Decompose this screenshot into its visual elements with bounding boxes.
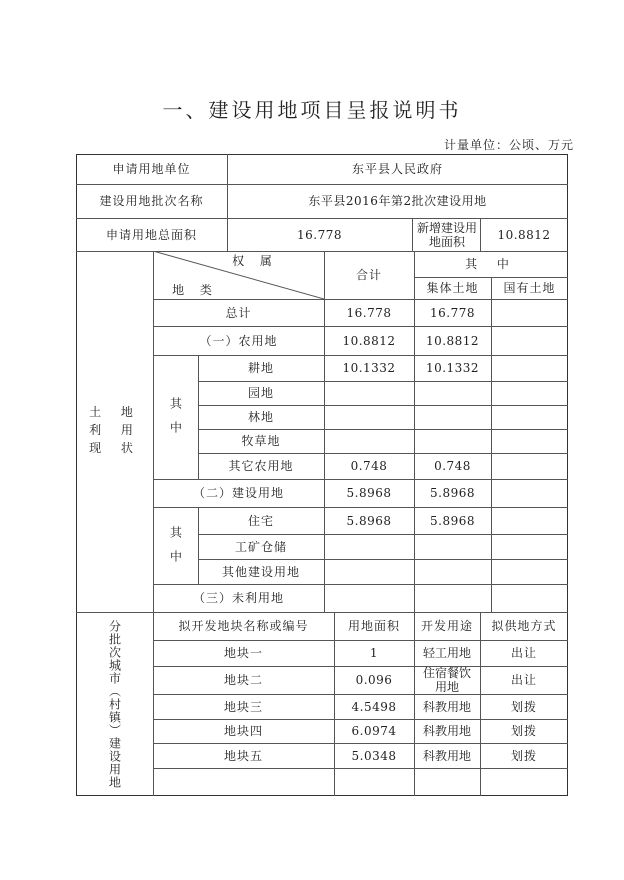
row-name: 耕地 [247, 361, 274, 375]
row-name: （一）农用地 [199, 333, 278, 348]
row-total: 5.8968 [346, 486, 392, 500]
row-collective: 5.8968 [430, 486, 475, 500]
row-name: 住宅 [247, 513, 274, 528]
row-collective: 16.778 [430, 305, 475, 320]
state-column-header: 国有土地 [503, 281, 556, 295]
row-state [491, 559, 568, 584]
row-total [324, 405, 414, 429]
row-state [491, 326, 568, 355]
plot-supply: 出让 [510, 673, 537, 687]
batch-label: 建设用地批次名称 [99, 194, 204, 208]
row-state [491, 453, 568, 479]
new-area-label: 新增建设用地面积 [416, 220, 477, 249]
row-total [324, 559, 414, 584]
ownership-label: 权 属 [232, 254, 278, 268]
row-name: （二）建设用地 [192, 486, 284, 500]
plot-name: 地块二 [223, 673, 263, 687]
plot-name: 地块一 [223, 646, 263, 660]
applicant-value: 东平县人民政府 [351, 162, 443, 176]
of-which-header: 其 中 [465, 257, 517, 271]
of-which-build-label: 其 中 [168, 525, 183, 566]
row-total [324, 584, 414, 612]
total-area-value: 16.778 [297, 227, 342, 242]
row-total: 10.1332 [342, 361, 396, 375]
row-collective: 10.8812 [425, 333, 480, 348]
row-total: 5.8968 [346, 513, 392, 528]
landtype-label: 地 类 [172, 283, 218, 297]
collective-column-header: 集体土地 [426, 281, 479, 295]
plot-use: 科教用地 [422, 699, 471, 714]
new-area-value: 10.8812 [497, 227, 551, 242]
row-state [491, 507, 568, 534]
land-use-section-label: 土 地 利 用 现 状 [89, 405, 141, 455]
row-total [324, 381, 414, 405]
row-collective [414, 559, 491, 584]
total-area-label: 申请用地总面积 [105, 227, 197, 242]
row-total: 0.748 [350, 459, 388, 473]
plots-header-supply: 拟供地方式 [491, 619, 557, 633]
row-state [491, 479, 568, 507]
total-column-header: 合计 [355, 268, 382, 282]
plot-name: 地块五 [223, 748, 263, 763]
plots-header-name: 拟开发地块名称或编号 [178, 619, 309, 633]
row-state [491, 429, 568, 453]
row-state [491, 299, 568, 326]
plot-supply: 划拨 [510, 724, 537, 738]
plot-area: 0.096 [355, 673, 393, 687]
plot-supply: 划拨 [510, 699, 537, 714]
document-title: 一、建设用地项目呈报说明书 [162, 98, 462, 122]
row-state [491, 381, 568, 405]
row-collective: 0.748 [434, 459, 471, 473]
row-name: （三）未利用地 [192, 591, 284, 605]
row-name: 林地 [247, 410, 274, 424]
row-collective [414, 584, 491, 612]
plot-area: 1 [369, 646, 379, 660]
plots-section-label: 分批次城市（村镇）建设用地 [107, 619, 122, 789]
row-name: 牧草地 [241, 434, 281, 448]
plots-header-area: 用地面积 [347, 619, 400, 633]
unit-note: 计量单位：公顷、万元 [444, 138, 575, 152]
applicant-label: 申请用地单位 [112, 162, 191, 176]
row-total [324, 429, 414, 453]
row-collective: 5.8968 [430, 513, 475, 528]
row-state [491, 534, 568, 559]
row-collective [414, 534, 491, 559]
row-name: 园地 [247, 386, 274, 400]
row-collective: 10.1332 [425, 361, 480, 375]
plot-name: 地块四 [223, 724, 263, 738]
row-name: 总计 [225, 305, 252, 320]
batch-value: 东平县2016年第2批次建设用地 [308, 194, 487, 208]
plot-use: 科教用地 [422, 748, 471, 763]
plot-area: 6.0974 [351, 724, 397, 738]
plot-use: 科教用地 [422, 724, 471, 738]
plot-use: 轻工用地 [422, 646, 471, 660]
row-state [491, 355, 568, 381]
row-name: 工矿仓储 [234, 539, 287, 554]
plot-use: 住宿餐饮用地 [422, 666, 471, 694]
plot-supply: 出让 [510, 646, 537, 660]
of-which-agri-label: 其 中 [168, 397, 183, 437]
plot-area: 4.5498 [351, 699, 397, 714]
row-total: 10.8812 [342, 333, 396, 348]
row-name: 其他建设用地 [221, 564, 300, 579]
plot-name: 地块三 [223, 699, 263, 714]
row-total: 16.778 [346, 305, 392, 320]
row-collective [414, 405, 491, 429]
plots-header-use: 开发用途 [420, 619, 473, 633]
row-total [324, 534, 414, 559]
row-collective [414, 429, 491, 453]
row-name: 其它农用地 [228, 459, 294, 473]
row-state [491, 584, 568, 612]
row-state [491, 405, 568, 429]
row-collective [414, 381, 491, 405]
plot-area: 5.0348 [351, 748, 397, 763]
plot-supply: 划拨 [510, 748, 537, 763]
